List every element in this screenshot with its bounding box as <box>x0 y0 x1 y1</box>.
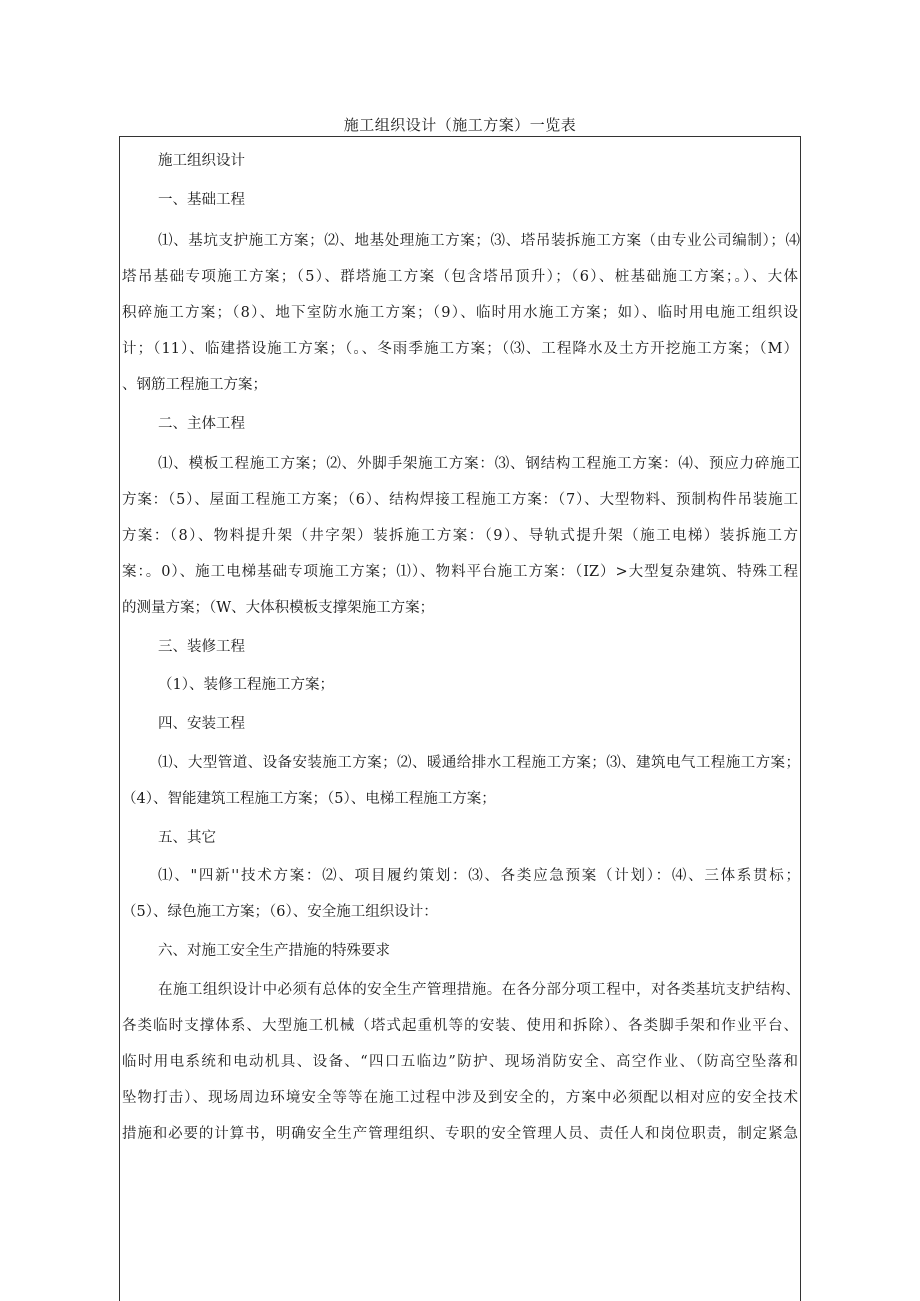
section-structure-heading: 二、主体工程 <box>158 416 245 432</box>
section-safety-line: 措施和必要的计算书，明确安全生产管理组织、专职的安全管理人员、责任人和岗位职责，制定紧急 <box>122 1126 798 1142</box>
section-foundation-line: 、钢筋工程施工方案； <box>122 377 267 393</box>
section-structure-line: 方案：（8）、物料提升架（井字架）装拆施工方案：（9）、导轨式提升架（施工电梯）装拆施工方 <box>122 528 798 544</box>
section-other-line: ⑴、"四新''技术方案：⑵、项目履约策划：⑶、各类应急预案（计划）：⑷、三体系贯标； <box>158 868 800 884</box>
section-safety-line: 临时用电系统和电动机具、设备、“四口五临边”防护、现场消防安全、高空作业、（防高空坠落和 <box>122 1054 798 1070</box>
intro-heading: 施工组织设计 <box>158 153 245 169</box>
section-installation-line: ⑴、大型管道、设备安装施工方案；⑵、暖通给排水工程施工方案；⑶、建筑电气工程施工方案； <box>158 755 800 771</box>
section-installation-heading: 四、安装工程 <box>158 716 245 732</box>
section-structure-line: 方案：（5）、屋面工程施工方案；（6）、结构焊接工程施工方案：（7）、大型物料、预制构件吊装施工 <box>122 492 798 508</box>
section-foundation-line: 积碎施工方案；（8）、地下室防水施工方案；（9）、临时用水施工方案；如）、临时用电施工组织设 <box>122 305 798 321</box>
section-safety-line: 坠物打击）、现场周边环境安全等等在施工过程中涉及到安全的，方案中必须配以相对应的安全技术 <box>122 1090 798 1106</box>
section-foundation-line: ⑴、基坑支护施工方案；⑵、地基处理施工方案；⑶、塔吊装拆施工方案（由专业公司编制）；⑷ <box>158 233 800 249</box>
section-foundation-heading: 一、基础工程 <box>158 192 245 208</box>
document-title: 施工组织设计（施工方案）一览表 <box>343 116 577 134</box>
section-structure-line: 案：。0）、施工电梯基础专项施工方案；⑴）、物料平台施工方案：（IZ）>大型复杂建筑、特殊工程 <box>122 564 798 580</box>
section-structure-line: ⑴、模板工程施工方案；⑵、外脚手架施工方案：⑶、钢结构工程施工方案：⑷、预应力碎施工 <box>158 456 800 472</box>
section-decoration-heading: 三、装修工程 <box>158 639 245 655</box>
section-decoration-line: （1）、装修工程施工方案； <box>158 677 334 693</box>
section-foundation-line: 计；（11）、临建搭设施工方案；（。、冬雨季施工方案；（⑶、工程降水及土方开挖施工方案；（M） <box>122 341 798 357</box>
section-other-line: （5）、绿色施工方案；（6）、安全施工组织设计： <box>122 904 438 920</box>
table-frame <box>119 136 801 1301</box>
section-safety-heading: 六、对施工安全生产措施的特殊要求 <box>158 943 390 959</box>
section-other-heading: 五、其它 <box>158 830 216 846</box>
section-structure-line: 的测量方案；（W、大体积模板支撑架施工方案； <box>122 600 435 616</box>
section-installation-line: （4）、智能建筑工程施工方案；（5）、电梯工程施工方案； <box>122 791 496 807</box>
section-foundation-line: 塔吊基础专项施工方案；（5）、群塔施工方案（包含塔吊顶升）；（6）、桩基础施工方案；。）、大体 <box>122 269 798 285</box>
section-safety-line: 在施工组织设计中必须有总体的安全生产管理措施。在各分部分项工程中，对各类基坑支护结构、 <box>158 982 800 998</box>
section-safety-line: 各类临时支撑体系、大型施工机械（塔式起重机等的安装、使用和拆除）、各类脚手架和作业平台、 <box>122 1018 798 1034</box>
